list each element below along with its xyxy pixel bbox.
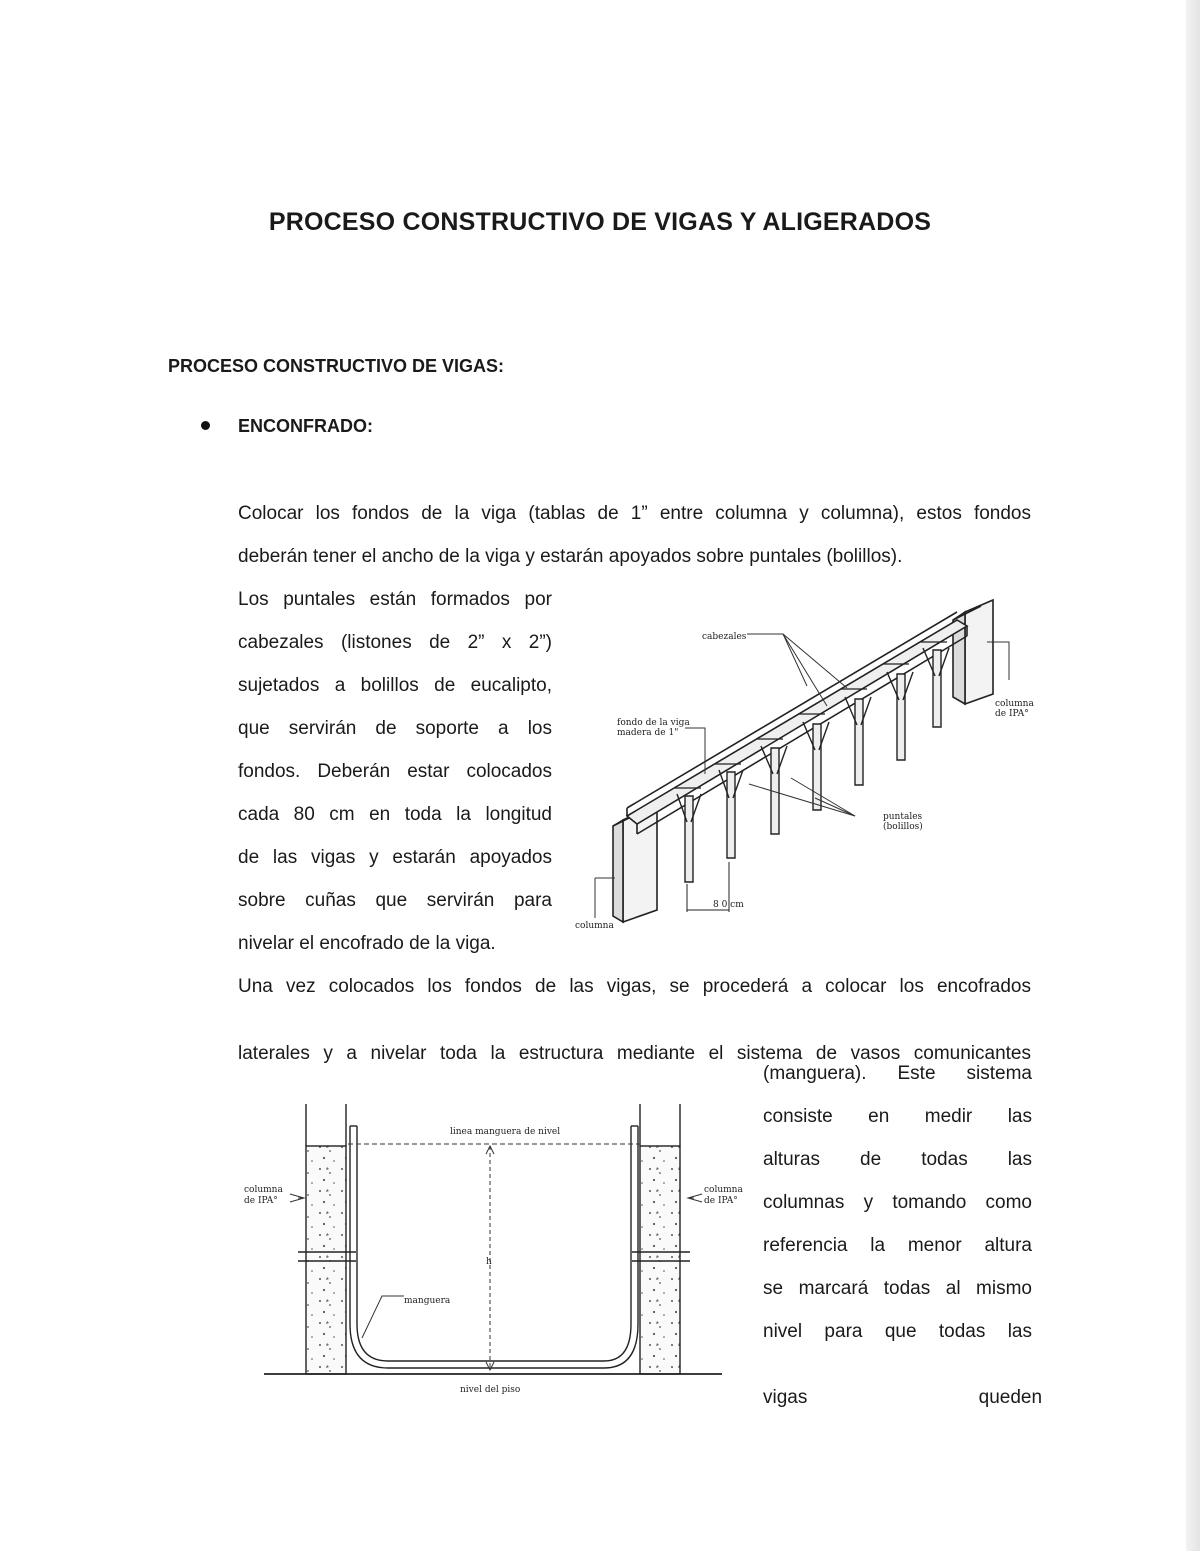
bullet-icon [201,421,210,430]
label-fondo-2: madera de 1" [617,728,679,738]
hose-level-diagram [228,1098,750,1400]
paragraph4-line: alturas de todas las [763,1149,1032,1170]
paragraph2-line: sujetados a bolillos de eucalipto, [238,675,552,696]
label-cabezales: cabezales [702,632,747,642]
label-puntales-2: (bolillos) [883,822,923,832]
paragraph1-line: Colocar los fondos de la viga (tablas de 1” entre columna y columna), estos fondos [238,503,1031,524]
label-columna: columna [575,921,614,931]
paragraph2-line: de las vigas y estarán apoyados [238,847,552,868]
label-columna-left-1: columna [244,1185,283,1195]
paragraph4-line: nivel para que todas las [763,1321,1032,1342]
label-columna-ipa-1: columna [995,699,1034,709]
label-linea: linea manguera de nivel [450,1127,561,1137]
paragraph2-line: cabezales (listones de 2” x 2”) [238,632,552,653]
column-right-shape [965,600,993,704]
label-columna-ipa-2: de IPA° [995,709,1029,719]
document-title: PROCESO CONSTRUCTIVO DE VIGAS Y ALIGERADOS [268,208,932,236]
paragraph3-line: laterales y a nivelar toda la estructura mediante el sistema de vasos comunicantes [238,1043,1031,1064]
paragraph4-line: vigas queden [763,1387,1043,1408]
bullet-heading: ENCONFRADO: [238,416,373,436]
hose-shape [350,1126,638,1368]
label-fondo-1: fondo de la viga [617,718,690,728]
paragraph2-line: fondos. Deberán estar colocados [238,761,552,782]
paragraph4-line: se marcará todas al mismo [763,1278,1032,1299]
beam-formwork-diagram [565,582,1034,944]
paragraph2-line: Los puntales están formados por [238,589,552,610]
paragraph2-line: nivelar el encofrado de la viga. [238,933,496,954]
paragraph4-line: (manguera). Este sistema [763,1063,1032,1084]
label-distance: 8 0 cm [713,900,744,910]
paragraph2-line: sobre cuñas que servirán para [238,890,552,911]
paragraph1-line: deberán tener el ancho de la viga y estarán apoyados sobre puntales (bolillos). [238,546,903,567]
label-nivel: nivel del piso [460,1385,521,1395]
label-columna-right-2: de IPA° [704,1196,738,1206]
label-columna-left-2: de IPA° [244,1196,278,1206]
column-right-concrete [640,1146,680,1374]
paragraph3-line: Una vez colocados los fondos de las vigas, se procederá a colocar los encofrados [238,976,1031,997]
section-heading: PROCESO CONSTRUCTIVO DE VIGAS: [168,356,505,376]
label-puntales-1: puntales [883,812,923,822]
paragraph4-line: consiste en medir las [763,1106,1032,1127]
label-manguera: manguera [404,1296,451,1306]
paragraph4-line: referencia la menor altura [763,1235,1032,1256]
label-h: h [486,1257,492,1267]
paragraph4-line: columnas y tomando como [763,1192,1032,1213]
column-left-concrete [306,1146,346,1374]
paragraph2-line: que servirán de soporte a los [238,718,552,739]
paragraph2-line: cada 80 cm en toda la longitud [238,804,552,825]
label-columna-right-1: columna [704,1185,743,1195]
